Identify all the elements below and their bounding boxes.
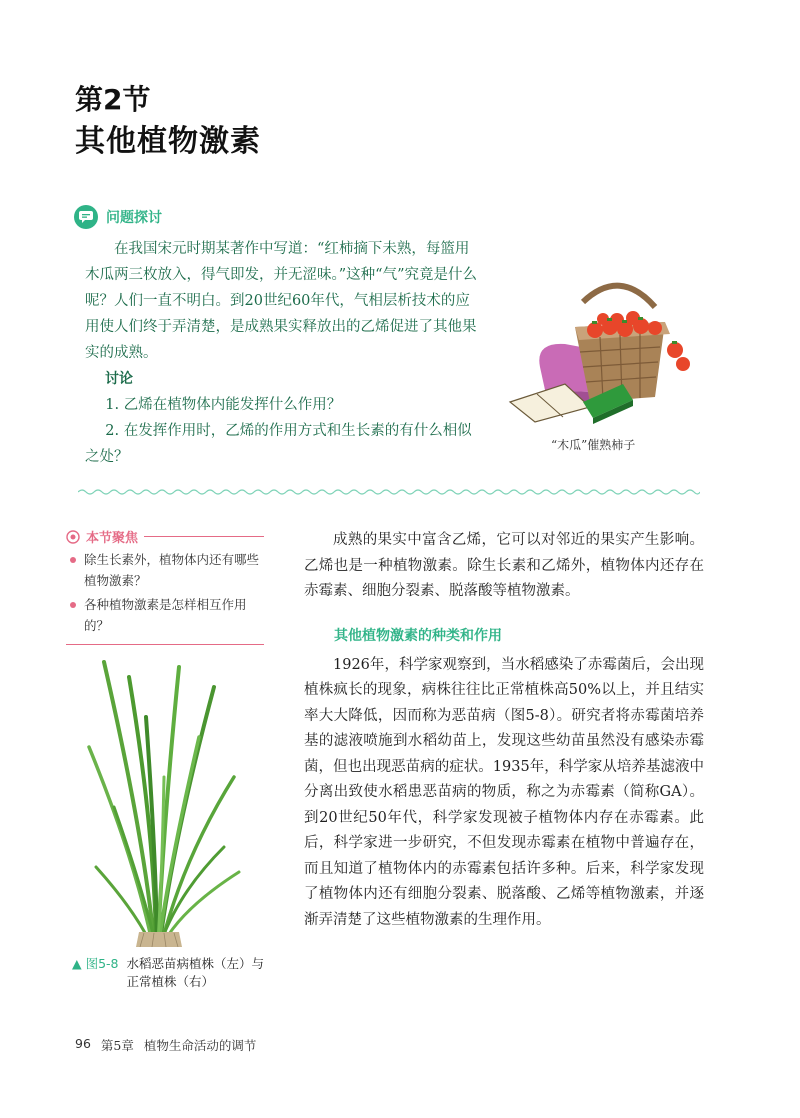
intro-paragraph: 成熟的果实中富含乙烯，它可以对邻近的果实产生影响。乙烯也是一种植物激素。除生长素和乙烯外，植物体内还存在赤霉素、细胞分裂素、脱落酸等植物激素。 (304, 532, 704, 599)
focus-item: 各种植物激素是怎样相互作用的？ (66, 594, 264, 636)
discussion-label: 讨论 (105, 371, 133, 387)
discussion-question-1: 1. 乙烯在植物体内能发挥什么作用？ (105, 397, 342, 413)
section-heading (75, 82, 261, 164)
main-text-column (304, 528, 704, 933)
figure-caption-text: 水稻恶苗病植株（左）与正常植株（右） (126, 956, 265, 989)
inquiry-paragraph: 在我国宋元时期某著作中写道：“红柿摘下未熟，每篮用木瓜两三枚放入，得气即发，并无涩味。”这种“气”究竟是什么呢？人们一直不明白。到20世纪60年代，气相层析技术的应用使人们终于弄清楚，是成熟果实释放出的乙烯促进了其他果实的成熟。 (85, 241, 477, 361)
subsection-title: 其他植物激素的种类和作用 (334, 627, 502, 644)
figure-label: ▲ 图5-8 (72, 956, 119, 971)
bullet-icon (70, 602, 76, 608)
figure-caption (72, 955, 267, 991)
chapter-title: 植物生命活动的调节 (143, 1038, 257, 1053)
page-number: 96 (75, 1036, 91, 1051)
persimmon-basket-illustration (505, 272, 700, 437)
rice-plant-photo (84, 657, 246, 947)
bullet-icon (70, 557, 76, 563)
basket-caption: “木瓜”催熟柿子 (551, 438, 636, 452)
page-footer (75, 1036, 256, 1054)
inquiry-header (74, 205, 162, 229)
wavy-divider (78, 488, 700, 496)
chapter-number: 第5章 (100, 1038, 134, 1053)
discussion-question-2: 2. 在发挥作用时，乙烯的作用方式和生长素的有什么相似之处？ (85, 423, 472, 465)
section-number: 第2节 (75, 83, 151, 116)
focus-item: 除生长素外，植物体内还有哪些植物激素？ (66, 549, 264, 591)
page-title: 其他植物激素 (75, 124, 261, 159)
body-paragraph: 1926年，科学家观察到，当水稻感染了赤霉菌后，会出现植株疯长的现象，病株往往比正常植株高50%以上，并且结实率大大降低，因而称为恶苗病（图5-8）。研究者将赤霉菌培养基的滤液喷施到水稻幼苗上，发现这些幼苗虽然没有感染赤霉菌，但也出现恶苗病的症状。1935年，科学家从培养基滤液中分离出致使水稻患恶苗病的物质，称之为赤霉素（简称GA）。到20世纪50年代，科学家发现被子植物体内存在赤霉素。此后，科学家进一步研究，不但发现赤霉素在植物中普遍存在，而且知道了植物体内的赤霉素包括许多种。后来，科学家发现了植物体内还有细胞分裂素、脱落酸、乙烯等植物激素，并逐渐弄清楚了这些植物激素的生理作用。 (304, 656, 704, 928)
section-focus-box (66, 527, 264, 645)
focus-target-icon (66, 530, 80, 544)
inquiry-content (85, 236, 480, 470)
speech-bubble-icon (74, 205, 98, 229)
focus-title: 本节聚焦 (86, 531, 139, 546)
inquiry-label: 问题探讨 (106, 210, 162, 226)
